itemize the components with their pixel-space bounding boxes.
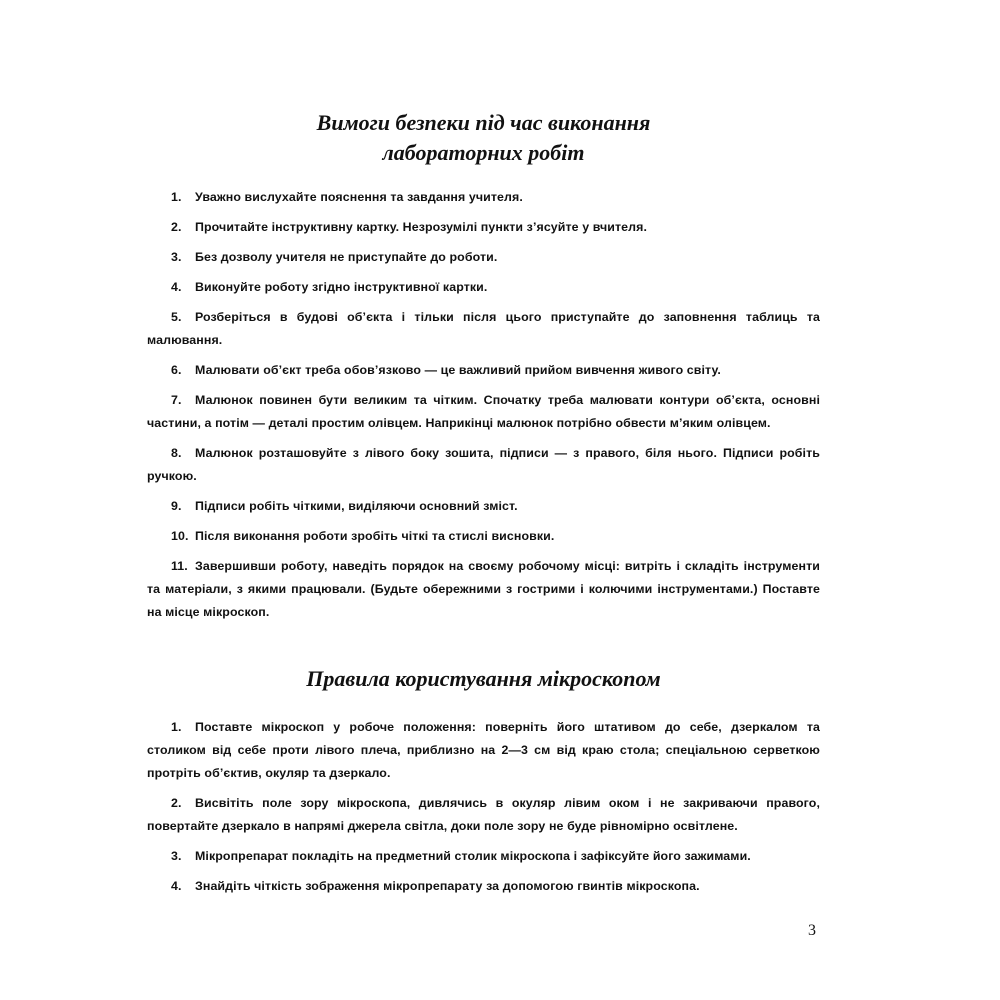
safety-rule-item xyxy=(147,186,820,209)
microscope-rule-item-text: Знайдіть чіткість зображення мікропрепарату за допомогою гвинтів мікроскопа. xyxy=(195,879,700,893)
safety-rule-item-text: Після виконання роботи зробіть чіткі та стислі висновки. xyxy=(195,529,555,543)
safety-rule-item xyxy=(147,389,820,435)
safety-rule-item xyxy=(147,442,820,488)
microscope-rule-item-number: 1. xyxy=(171,720,182,734)
safety-rule-item xyxy=(147,359,820,382)
safety-rule-item-text: Малювати об’єкт треба обов’язково — це важливий прийом вивчення живого світу. xyxy=(195,363,721,377)
safety-rule-item-text: Прочитайте інструктивну картку. Незрозумілі пункти з’ясуйте у вчителя. xyxy=(195,220,648,234)
safety-rule-item-text: Підписи робіть чіткими, виділяючи основний зміст. xyxy=(195,499,518,513)
safety-rule-item xyxy=(147,555,820,624)
safety-rules-list xyxy=(147,186,820,624)
safety-rule-item-text: Малюнок розташовуйте з лівого боку зошита, підписи — з правого, біля нього. Підписи робіть ручкою. xyxy=(147,446,820,483)
safety-rule-item-number: 9. xyxy=(171,499,182,513)
safety-rule-item-number: 1. xyxy=(171,190,182,204)
microscope-rule-item xyxy=(147,792,820,838)
safety-rule-item-number: 2. xyxy=(171,220,182,234)
microscope-rule-item xyxy=(147,716,820,785)
microscope-section-title: Правила користування мікроскопом xyxy=(306,666,661,691)
safety-rule-item-text: Без дозволу учителя не приступайте до роботи. xyxy=(195,250,498,264)
safety-rule-item-number: 3. xyxy=(171,250,182,264)
safety-title-line-1: Вимоги безпеки під час виконання xyxy=(316,110,651,135)
safety-rule-item xyxy=(147,306,820,352)
safety-rule-item-number: 4. xyxy=(171,280,182,294)
microscope-rule-item-text: Мікропрепарат покладіть на предметний столик мікроскопа і зафіксуйте його зажимами. xyxy=(195,849,751,863)
safety-rule-item-number: 8. xyxy=(171,446,182,460)
microscope-rule-item-text: Поставте мікроскоп у робоче положення: поверніть його штативом до себе, дзеркалом та столиком від себе проти лівого плеча, приблизно на 2—3 см від краю стола; спеціальною серветкою протріть об’єктив, окуляр та дзеркало. xyxy=(147,720,820,780)
microscope-rule-item-number: 4. xyxy=(171,879,182,893)
safety-rule-item xyxy=(147,216,820,239)
microscope-rule-item-text: Висвітіть поле зору мікроскопа, дивлячись в окуляр лівим оком і не закриваючи правого, повертайте дзеркало в напрямі джерела світла, доки поле зору не буде рівномірно освітлене. xyxy=(147,796,820,833)
safety-rule-item xyxy=(147,525,820,548)
safety-rule-item-text: Уважно вислухайте пояснення та завдання учителя. xyxy=(195,190,523,204)
safety-rule-item xyxy=(147,495,820,518)
microscope-rules-list xyxy=(147,716,820,898)
safety-rule-item-text: Розберіться в будові об’єкта і тільки після цього приступайте до заповнення таблиць та малювання. xyxy=(147,310,820,347)
safety-rule-item xyxy=(147,276,820,299)
safety-rule-item xyxy=(147,246,820,269)
safety-rule-item-text: Завершивши роботу, наведіть порядок на своєму робочому місці: витріть і складіть інструменти та матеріали, з якими працювали. (Будьте обережними з гострими і колючими інструментами.) Поставте на місце мікроскоп. xyxy=(147,559,820,619)
safety-rule-item-number: 6. xyxy=(171,363,182,377)
safety-rule-item-text: Виконуйте роботу згідно інструктивної картки. xyxy=(195,280,488,294)
safety-title-line-2: лабораторних робіт xyxy=(382,140,585,165)
page-number: 3 xyxy=(808,922,816,939)
safety-rule-item-number: 10. xyxy=(171,529,189,543)
microscope-rule-item xyxy=(147,875,820,898)
microscope-rule-item-number: 3. xyxy=(171,849,182,863)
safety-rule-item-text: Малюнок повинен бути великим та чітким. Спочатку треба малювати контури об’єкта, основні частини, а потім — деталі простим олівцем. Наприкінці малюнок потрібно обвести м’яким олівцем. xyxy=(147,393,820,430)
safety-section-title xyxy=(147,108,820,168)
safety-rule-item-number: 7. xyxy=(171,393,182,407)
microscope-rule-item xyxy=(147,845,820,868)
microscope-rule-item-number: 2. xyxy=(171,796,182,810)
page-content xyxy=(147,108,820,905)
safety-rule-item-number: 11. xyxy=(171,559,188,573)
safety-rule-item-number: 5. xyxy=(171,310,182,324)
